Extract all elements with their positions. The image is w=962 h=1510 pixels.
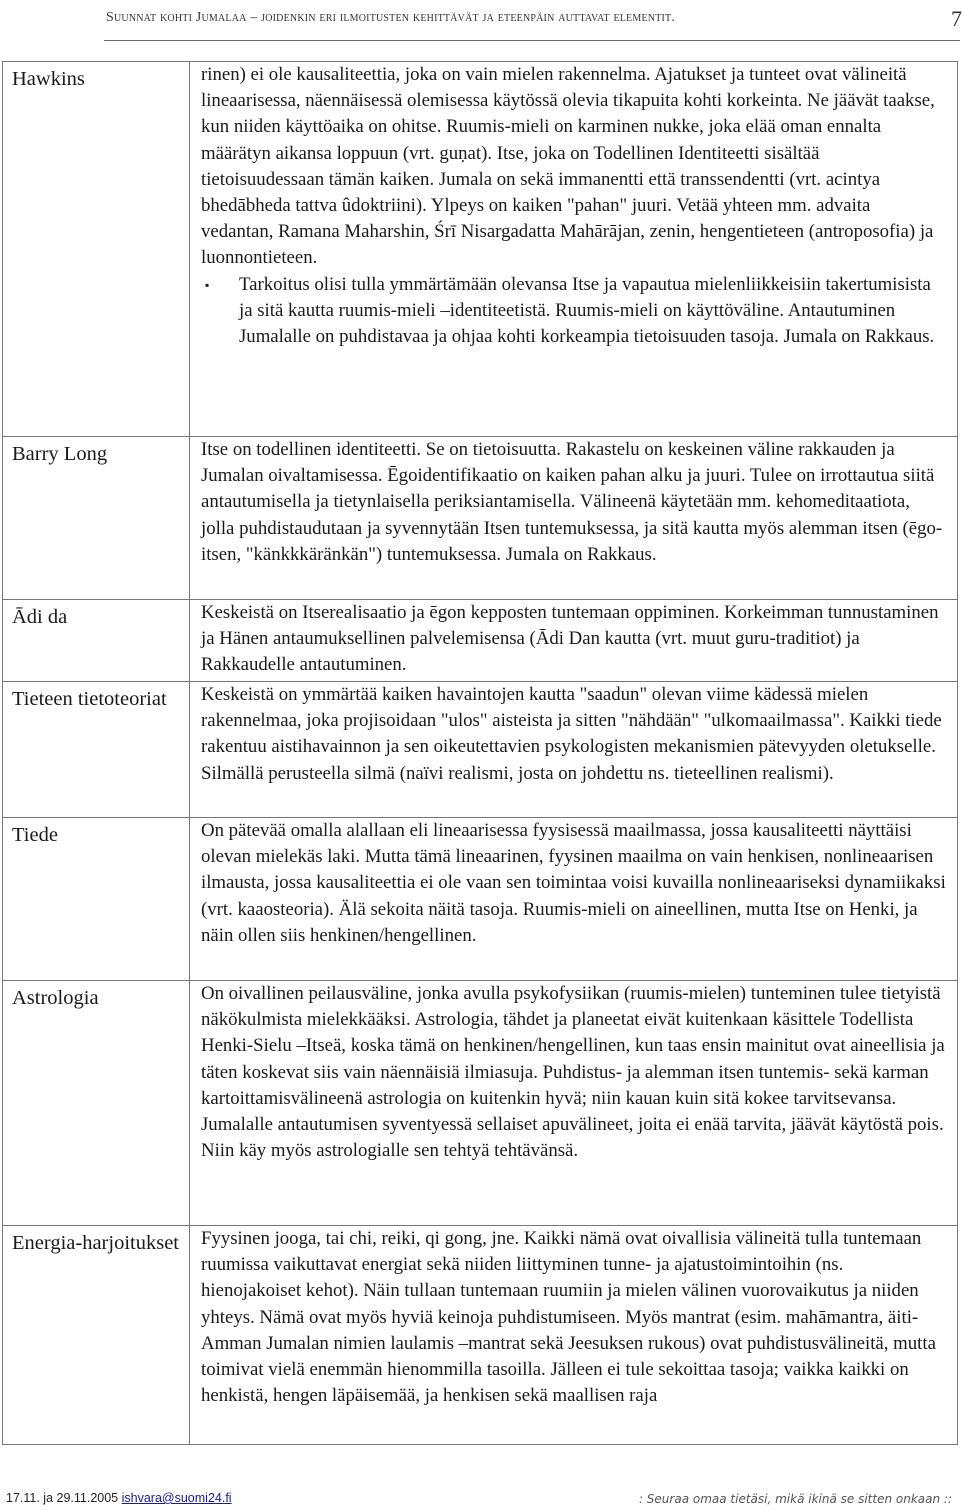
description-paragraph: Fyysinen jooga, tai chi, reiki, qi gong, jne. Kaikki nämä ovat oivallisia välineitä tulla tuntemaan ruumissa vaikuttavat energiat sekä niiden liittyminen tunne- ja ajatustoimintoihin (ns. hienojakoiset kehot). Näin tullaan tuntemaan ruumiin ja mielen välinen vuorovaikutus ja niiden yhteys. Nämä ovat myös hyviä keinoja puhdistumiseen. Myös mantrat (esim. mahāmantra, äiti-Amman Jumalan nimien laulamis –mantrat sekä Jeesuksen rukous) ovat puhdistusvälineitä, mutta toimivat vielä enemmän hienommilla tasoilla. Jälleen ei tule sekoittaa tasoja; vaikka kaikki on henkistä, hengen läpäisemää, ja henkisen sekä maallisen raja (201, 1228, 936, 1407)
row-description (190, 62, 958, 437)
comparison-table (2, 61, 958, 1445)
description-paragraph: Keskeistä on Itserealisaatio ja ēgon kepposten tuntemaan oppiminen. Korkeimman tunnustaminen ja Hänen antaumuksellinen palvelemisensa (Ādi Dan kautta (vrt. muut guru-traditiot) ja Rakkaudelle antautuminen. (201, 602, 939, 676)
description-paragraph: On oivallinen peilausväline, jonka avulla psykofysiikan (ruumis-mielen) tunteminen tulee tietyistä näkökulmista mielekkääksi. Astrologia, tähdet ja planeetat eivät kuitenkaan käsittele Todellista Henki-Sielu –Itseä, koska tämä on henkinen/hengellinen, kun taas ensin mainitut ovat aineellisia ja täten koskevat siis vain näennäisiä ilmiasuja. Puhdistus- ja alemman itsen tuntemis- sekä karman kartoittamisvälineenä astrologia on kuitenkin hyvä; niin kauan kuin sitä kokee tarvitsevansa. Jumalalle antautumisen syventyessä sellaiset apuvälineet, joita ei enää tarvita, jäävät käytöstä pois. Niin käy myös astrologialle sen tehtyä tehtävänsä. (201, 983, 945, 1162)
row-description (190, 682, 958, 818)
table-row (3, 437, 958, 600)
footer-left (6, 1491, 232, 1505)
description-paragraph: Itse on todellinen identiteetti. Se on tietoisuutta. Rakastelu on keskeinen väline rakkauden ja Jumalan oivaltamisessa. Ēgoidentifikaatio on kaiken pahan alku ja juuri. Tulee on irrottautua siitä antautumisella ja tietynlaisella periksiantamisella. Välineenä käytetään mm. kehomeditaatiota, jolla puhdistaudutaan ja syvennytään Itsen tuntemuksessa, ja sitä kautta myös alemman itsen (ēgo-itsen, "känkkkäränkän") tuntemuksessa. Jumala on Rakkaus. (201, 439, 943, 565)
table-row (3, 62, 958, 437)
description-paragraph: rinen) ei ole kausaliteettia, joka on vain mielen rakennelma. Ajatukset ja tunteet ovat välineitä lineaarisessa, näennäisessä olemisessa käytössä olevia tikapuita kohti korkeinta. Ne jäävät taakse, kun niiden käyttöaika on ohitse. Ruumis-mieli on karminen nukke, joka elää oman ennalta määrätyn aikansa loppuun (vrt. guṇat). Itse, joka on Todellinen Identiteetti sisältää tietoisuudessaan tämän kaiken. Jumala on sekä immanentti että transsendentti (vrt. acintya bhedābheda tattva ûdoktriini). Ylpeys on kaiken "pahan" juuri. Vetää yhteen mm. advaita vedantan, Ramana Maharshin, Śrī Nisargadatta Mahārājan, zenin, hengentieteen (antroposofia) ja luonnontieteen. (201, 64, 935, 269)
row-topic: Tieteen tietoteoriat (3, 682, 190, 818)
table-row (3, 682, 958, 818)
row-topic: Barry Long (3, 437, 190, 600)
row-topic: Energia-harjoitukset (3, 1226, 190, 1445)
row-topic: Ādi da (3, 600, 190, 682)
page-number: 7 (951, 6, 962, 31)
description-paragraph: Keskeistä on ymmärtää kaiken havaintojen kautta "saadun" olevan viime kädessä mielen rakennelmaa, joka projisoidaan "ulos" aisteista ja sitten "nähdään" "ulkomaailmassa". Kaikki tiede rakentuu aistihavainnon ja sen oikeutettavien psykologisten mekanismien pätevyyden oletukselle. Silmällä perusteella silmä (naïvi realismi, josta on johdettu ns. tieteellinen realismi). (201, 684, 942, 784)
footer-dates: 17.11. ja 29.11.2005 (6, 1491, 119, 1505)
row-description (190, 600, 958, 682)
table-row (3, 1226, 958, 1445)
row-description (190, 818, 958, 981)
header-title: Suunnat kohti Jumalaa – joidenkin eri ilmoitusten kehittävät ja eteenpäin auttavat elementit. (106, 10, 676, 25)
row-topic: Hawkins (3, 62, 190, 437)
footer-motto: : Seuraa omaa tietäsi, mikä ikinä se sitten onkaan :: (638, 1492, 952, 1506)
table-row (3, 818, 958, 981)
table-row (3, 981, 958, 1226)
page-header (104, 6, 962, 42)
bullet-item (201, 272, 947, 351)
row-topic: Tiede (3, 818, 190, 981)
row-description (190, 437, 958, 600)
footer-email-link[interactable]: ishvara@suomi24.fi (121, 1491, 232, 1505)
description-paragraph: On pätevää omalla alallaan eli lineaarisessa fyysisessä maailmassa, jossa kausaliteetti näyttäisi olevan mielekäs laki. Mutta tämä lineaarinen, fyysinen maailma on vain henkisen, nonlineaarisen ilmausta, jossa kausaliteettia ei ole vaan sen toimintaa voisi kuvailla nonlineaariseksi dynamiikaksi (vrt. kaaosteoria). Älä sekoita näitä tasoja. Ruumis-mieli on aineellinen, mutta Itse on Henki, ja näin ollen siis henkinen/hengellinen. (201, 820, 946, 946)
row-description (190, 1226, 958, 1445)
row-topic: Astrologia (3, 981, 190, 1226)
bullet-text: Tarkoitus olisi tulla ymmärtämään olevansa Itse ja vapautua mielenliikkeisiin takertumisista ja sitä kautta ruumis-mieli –identiteetistä. Ruumis-mieli on käyttöväline. Antautuminen Jumalalle on puhdistavaa ja ohjaa kohti korkeampia tietoisuuden tasoja. Jumala on Rakkaus. (239, 273, 935, 348)
header-divider (104, 40, 960, 41)
table-row (3, 600, 958, 682)
square-bullet-icon: ▪ (205, 277, 210, 292)
row-description (190, 981, 958, 1226)
